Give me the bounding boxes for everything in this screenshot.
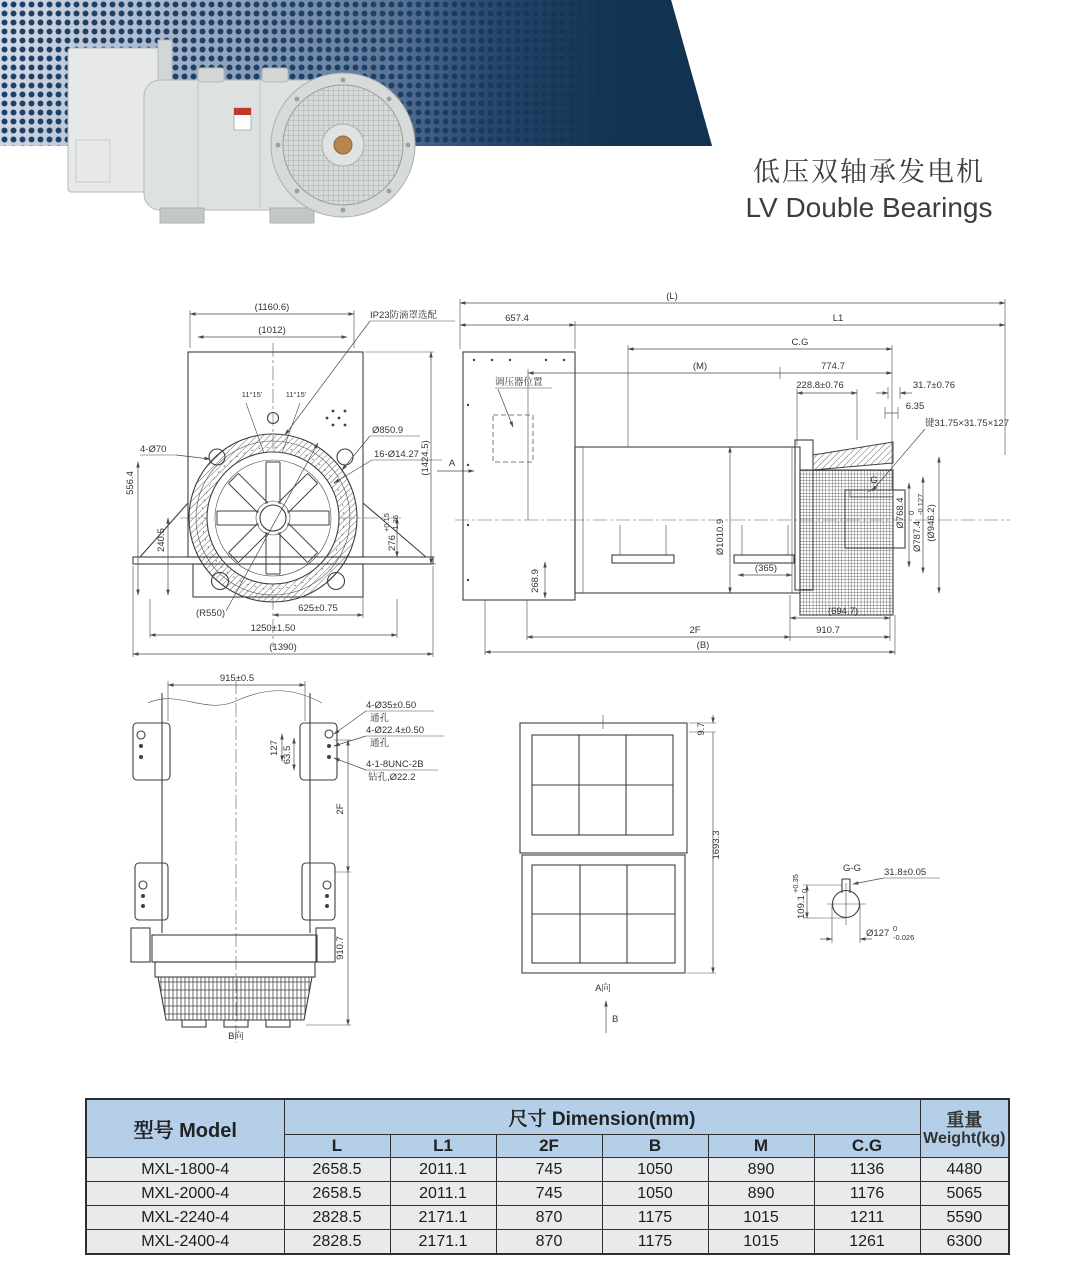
dim-label: 4-1-8UNC-2B xyxy=(366,759,424,770)
cell-value: 2658.5 xyxy=(284,1158,390,1182)
dim-label: (R550) xyxy=(196,608,226,619)
cell-value: 745 xyxy=(496,1182,602,1206)
note-ip23: IP23防滴罩选配 xyxy=(370,310,438,321)
dim-label: 2F xyxy=(689,625,701,636)
dim-label: (365) xyxy=(754,563,778,574)
col-header-2F: 2F xyxy=(496,1135,602,1158)
dim-label: 915±0.5 xyxy=(219,673,255,684)
cell-value: 2171.1 xyxy=(390,1206,496,1230)
cell-value: 1176 xyxy=(814,1182,920,1206)
cell-value: 1136 xyxy=(814,1158,920,1182)
cell-value: 890 xyxy=(708,1158,814,1182)
dim-label: 6.35 xyxy=(905,401,925,412)
dim-label: 通孔 xyxy=(370,738,390,749)
dim-label: Ø787.4 xyxy=(912,520,923,552)
cell-value: 1175 xyxy=(602,1206,708,1230)
cell-value: 2658.5 xyxy=(284,1182,390,1206)
dim-tol-hi: 0 xyxy=(893,924,898,933)
dim-label: (B) xyxy=(696,640,710,651)
col-header-CG: C.G xyxy=(814,1135,920,1158)
direction-b: B xyxy=(612,1014,619,1025)
dim-label: 228.8±0.76 xyxy=(796,380,844,391)
cell-value: 1015 xyxy=(708,1206,814,1230)
title-chinese: 低压双轴承发电机 xyxy=(753,157,985,187)
dim-label: (M) xyxy=(692,361,708,372)
dim-label: Ø1010.9 xyxy=(715,518,726,556)
dim-label: 31.7±0.76 xyxy=(912,380,956,391)
view-label-a: A向 xyxy=(595,983,611,994)
cell-model: MXL-2000-4 xyxy=(86,1182,284,1206)
dim-label: 657.4 xyxy=(505,313,529,324)
dim-label: (1424.5) xyxy=(420,440,431,476)
dim-label: 910.7 xyxy=(816,625,840,636)
dim-label: 4-Ø35±0.50 xyxy=(366,700,417,711)
dia-127-group xyxy=(866,924,914,942)
dim-label: 1693.3 xyxy=(711,830,722,860)
dim-label: Ø850.9 xyxy=(372,425,404,436)
dim-label: (1390) xyxy=(269,642,297,653)
dim-label: (1160.6) xyxy=(254,302,290,313)
dim-label: 1250±1.50 xyxy=(250,623,296,634)
label-g: G xyxy=(870,475,878,486)
dim-label: (L) xyxy=(666,291,678,302)
cell-value: 1015 xyxy=(708,1230,814,1255)
dim-label: 240.5 xyxy=(156,528,167,552)
table-row xyxy=(86,1182,1009,1206)
front-view xyxy=(125,302,474,657)
header-weight-en: Weight(kg) xyxy=(923,1129,1006,1147)
cell-model: MXL-2400-4 xyxy=(86,1230,284,1255)
dim-tol-lo: 0 xyxy=(800,888,809,893)
col-header-B: B xyxy=(602,1135,708,1158)
table-row xyxy=(86,1158,1009,1182)
dim-tol-hi: 0 xyxy=(907,510,916,515)
dim-label: 16-Ø14.27 xyxy=(374,449,419,460)
cell-value: 745 xyxy=(496,1158,602,1182)
cell-value: 2011.1 xyxy=(390,1158,496,1182)
dim-label: 钻孔,Ø22.2 xyxy=(368,772,416,783)
dim-label: 910.7 xyxy=(335,936,346,960)
col-header-M: M xyxy=(708,1135,814,1158)
dim-109-group xyxy=(791,874,809,919)
cell-value: 2828.5 xyxy=(284,1206,390,1230)
regulator-note: 调压器位置 xyxy=(495,377,543,388)
cell-model: MXL-1800-4 xyxy=(86,1158,284,1182)
angle-label: 11°15' xyxy=(241,390,263,399)
bottom-view-linework xyxy=(131,680,337,1043)
dim-label: 通孔 xyxy=(370,713,390,724)
dim-label: 625±0.75 xyxy=(298,603,338,614)
dim-label: 276 xyxy=(387,535,398,551)
cell-value: 1211 xyxy=(814,1206,920,1230)
spec-table xyxy=(85,1098,1010,1255)
header-dimension: 尺寸 Dimension(mm) xyxy=(284,1099,920,1135)
angle-label: 11°15' xyxy=(285,390,307,399)
cell-value: 1261 xyxy=(814,1230,920,1255)
dim-tol-lo: -0.127 xyxy=(916,493,925,515)
section-gg-dimensions xyxy=(791,863,940,943)
cell-weight: 5065 xyxy=(920,1182,1009,1206)
dim-tol-hi: +0.35 xyxy=(791,874,800,893)
side-view xyxy=(455,291,1010,655)
title-english: LV Double Bearings xyxy=(745,192,993,223)
generator-illustration xyxy=(68,40,415,223)
header-weight-zh: 重量 xyxy=(946,1109,983,1130)
dim-label: 127 xyxy=(269,740,280,756)
key-note: 键31.75×31.75×127 xyxy=(925,418,1009,429)
table-row xyxy=(86,1230,1009,1255)
header-weight xyxy=(920,1099,1009,1158)
dim-label: 109.1 xyxy=(796,895,807,919)
cell-weight: 6300 xyxy=(920,1230,1009,1255)
cell-value: 1050 xyxy=(602,1182,708,1206)
cell-weight: 4480 xyxy=(920,1158,1009,1182)
view-label-b: B向 xyxy=(228,1031,244,1042)
cell-value: 2828.5 xyxy=(284,1230,390,1255)
dia-787-group xyxy=(907,494,925,552)
dim-tol-lo: -1.36 xyxy=(391,514,400,532)
cell-value: 1175 xyxy=(602,1230,708,1255)
section-gg xyxy=(791,863,940,943)
cell-value: 2011.1 xyxy=(390,1182,496,1206)
dim-label: C.G xyxy=(791,337,809,348)
rear-view-linework xyxy=(520,715,687,973)
cell-value: 870 xyxy=(496,1230,602,1255)
dim-label: 2F xyxy=(335,803,346,815)
dim-label: 9.7 xyxy=(696,722,707,736)
dim-label: 4-Ø70 xyxy=(140,444,167,455)
dim-label: Ø768.4 xyxy=(895,497,906,529)
cell-value: 2171.1 xyxy=(390,1230,496,1255)
front-view-linework xyxy=(133,343,433,647)
cell-value: 890 xyxy=(708,1182,814,1206)
cell-model: MXL-2240-4 xyxy=(86,1206,284,1230)
dim-label: (1012) xyxy=(258,325,286,336)
dim-label: 4-Ø22.4±0.50 xyxy=(366,725,425,736)
page-title xyxy=(703,150,1035,224)
shaft-stub xyxy=(334,136,352,154)
header-model: 型号 Model xyxy=(86,1099,284,1158)
dim-label: L1 xyxy=(832,313,844,324)
engineering-drawings xyxy=(0,285,1089,1085)
col-header-L1: L1 xyxy=(390,1135,496,1158)
rear-view-dimensions xyxy=(595,715,722,1033)
dim-label: 31.8±0.05 xyxy=(884,867,927,878)
bottom-view xyxy=(131,673,444,1043)
view-arrow-a: A xyxy=(448,458,456,469)
rear-view xyxy=(520,715,722,1033)
cell-weight: 5590 xyxy=(920,1206,1009,1230)
dim-276-group xyxy=(382,513,400,551)
dim-label: Ø127 xyxy=(866,928,890,939)
cell-value: 1050 xyxy=(602,1158,708,1182)
dim-label: 556.4 xyxy=(125,471,136,495)
dim-tol-hi: +0.15 xyxy=(382,513,391,532)
section-title: G-G xyxy=(843,863,861,874)
dim-label: 774.7 xyxy=(821,361,845,372)
col-header-L: L xyxy=(284,1135,390,1158)
dim-tol-lo: -0.026 xyxy=(893,933,915,942)
table-row xyxy=(86,1206,1009,1230)
dim-label: 268.9 xyxy=(530,569,541,593)
dim-label: (694.7) xyxy=(827,606,859,617)
cell-value: 870 xyxy=(496,1206,602,1230)
dim-label: (Ø946.2) xyxy=(926,504,937,542)
product-photo xyxy=(48,20,428,235)
dim-label: 63.5 xyxy=(282,745,293,765)
